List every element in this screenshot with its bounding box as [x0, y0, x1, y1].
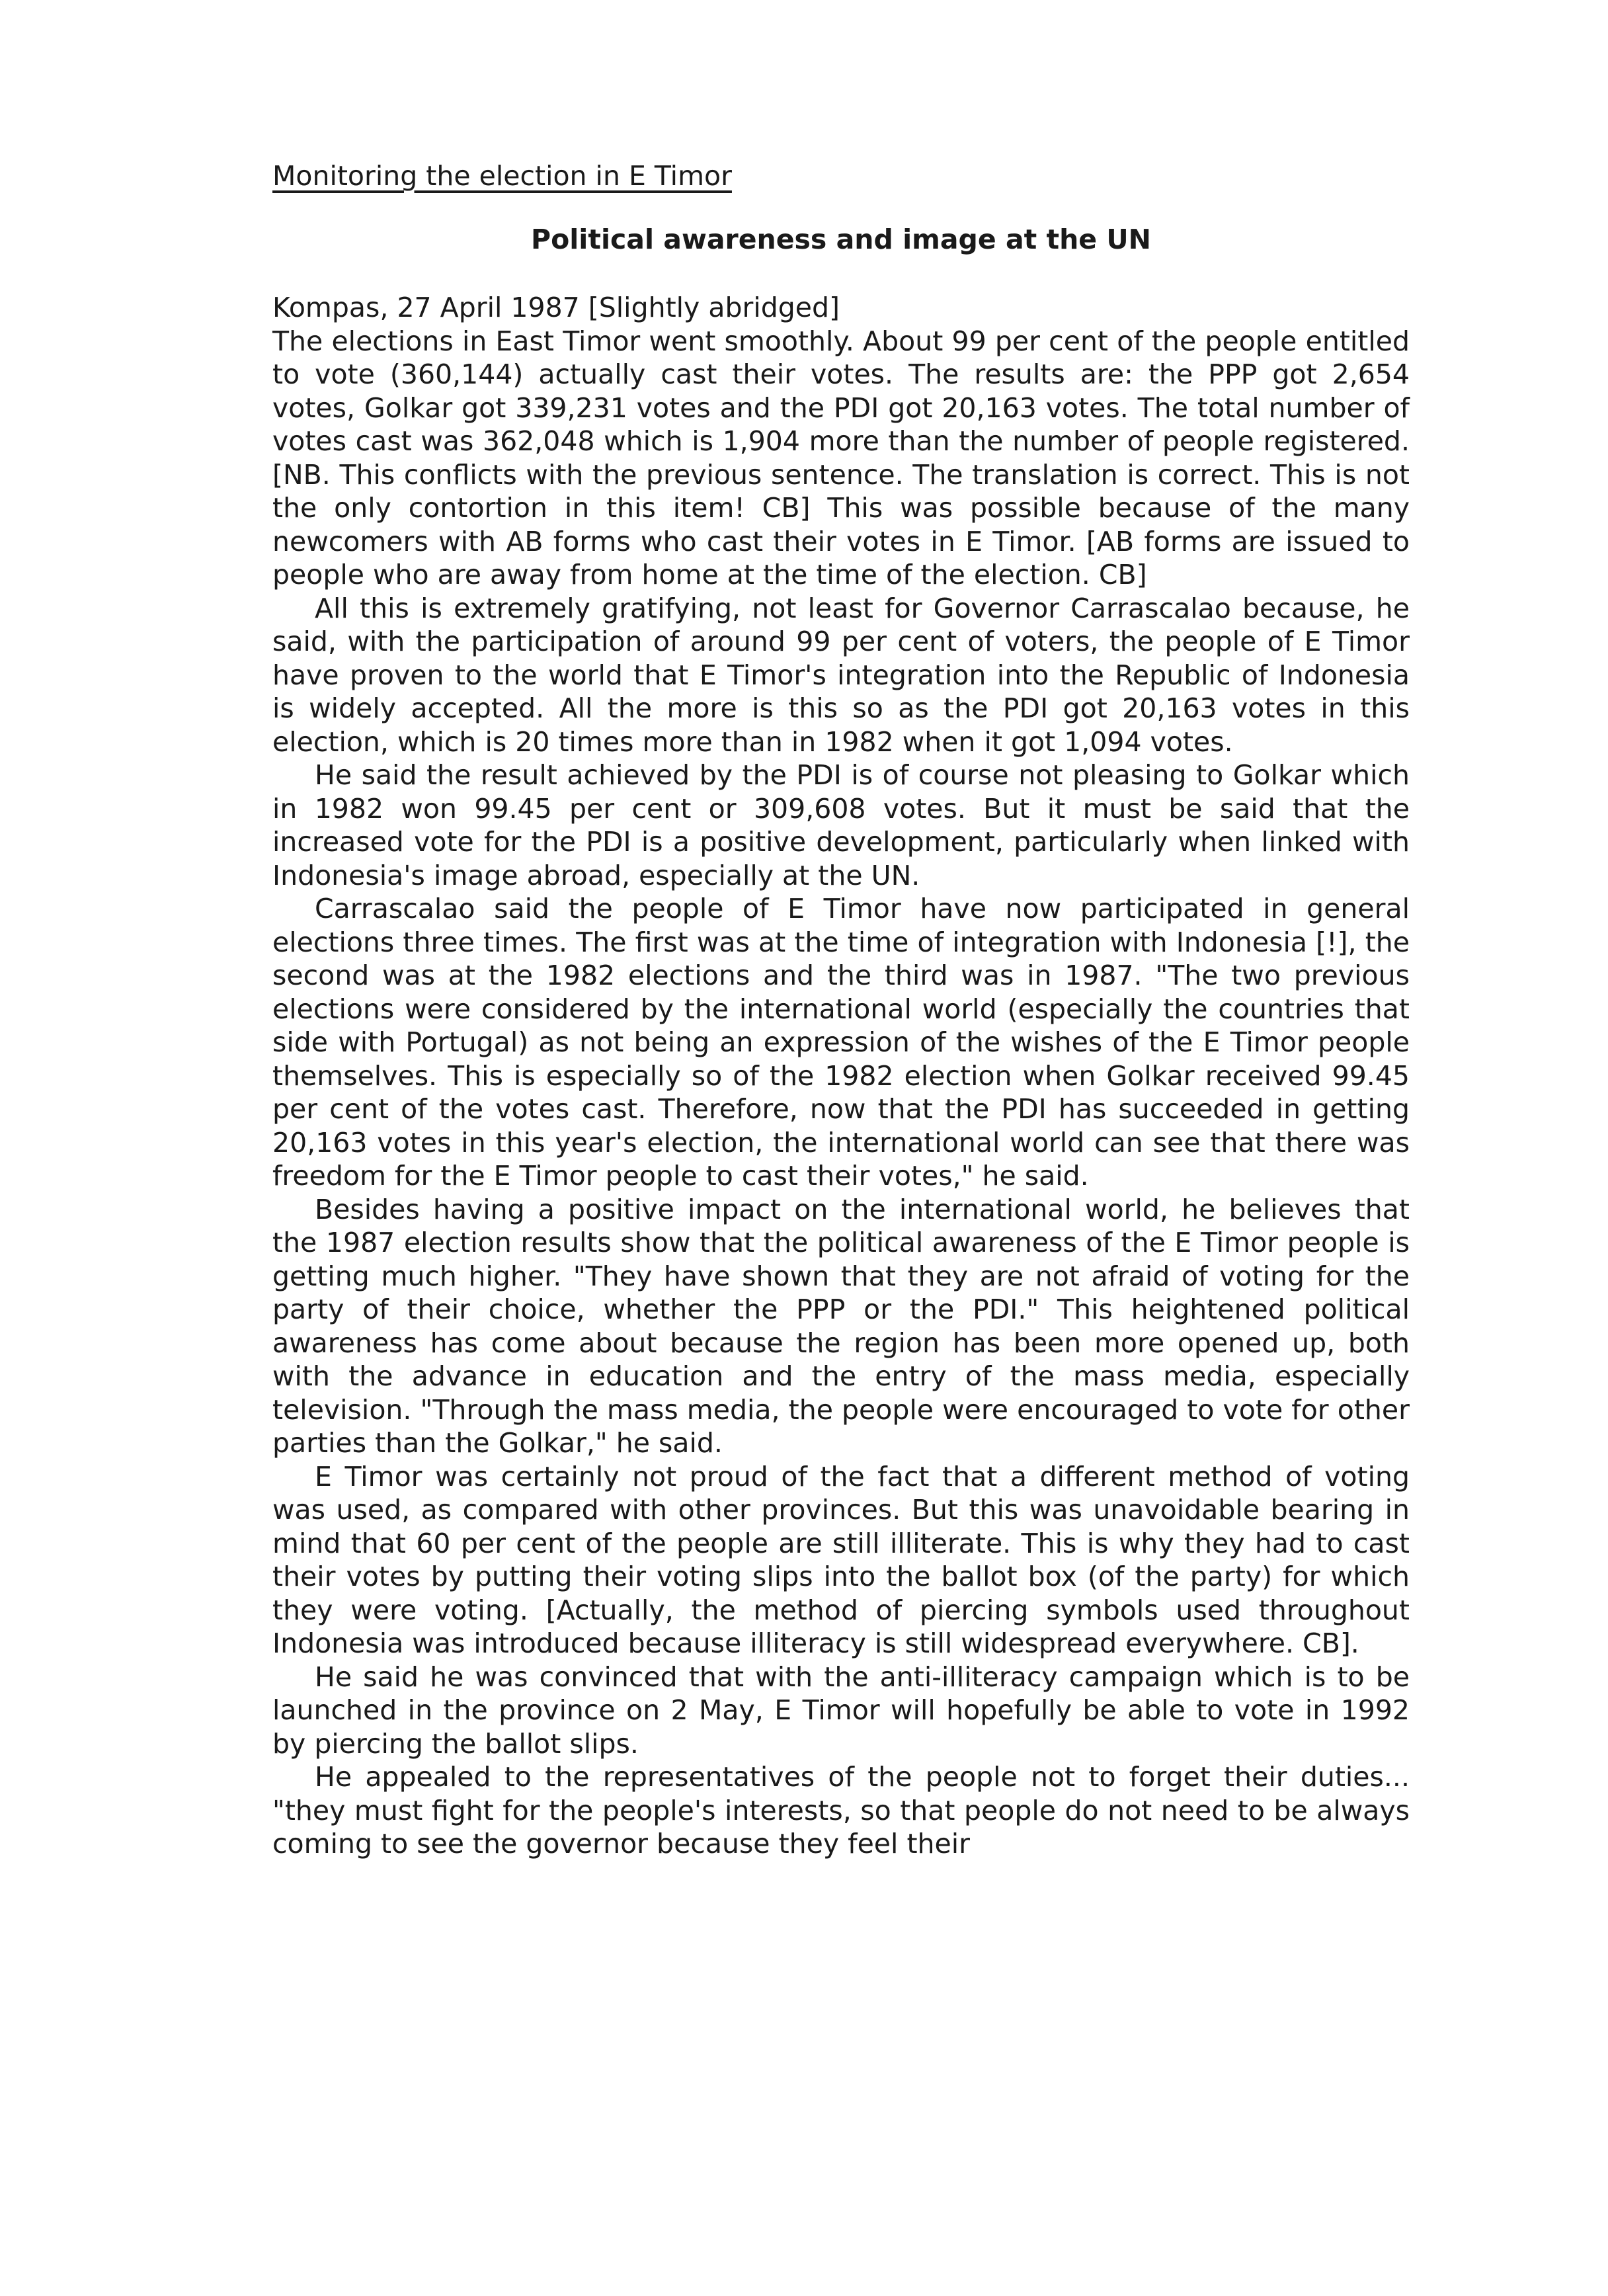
article-title: Political awareness and image at the UN — [531, 224, 1151, 255]
document-page — [272, 156, 1410, 1861]
paragraph-8: He appealed to the representatives of the people not to forget their duties... "they must fight for the people's interests, so that people do not need to be always coming to see the governor because they feel their — [272, 1761, 1410, 1860]
section-title: Monitoring the election in E Timor — [272, 160, 732, 192]
paragraph-7: He said he was convinced that with the anti-illiteracy campaign which is to be launched in the province on 2 May, E Timor will hopefully be able to vote in 1992 by piercing the ballot slips. — [272, 1660, 1410, 1760]
paragraph-5: Besides having a positive impact on the international world, he believes that the 1987 election results show that the political awareness of the E Timor people is getting much higher. "They have shown that they are not afraid of voting for the party of their choice, whether the PPP or the PDI." This heightened political awareness has come about because the region has been more opened up, both with the advance in education and the entry of the mass media, especially television. "Through the mass media, the people were encouraged to vote for other parties than the Golkar," he said. — [272, 1193, 1410, 1459]
paragraph-2: All this is extremely gratifying, not least for Governor Carrascalao because, he said, with the participation of around 99 per cent of voters, the people of E Timor have proven to the world that E Timor's integration into the Republic of Indonesia is widely accepted. All the more is this so as the PDI got 20,163 votes in this election, which is 20 times more than in 1982 when it got 1,094 votes. — [272, 592, 1410, 758]
article-source: Kompas, 27 April 1987 [Slightly abridged] — [272, 292, 840, 323]
paragraph-4: Carrascalao said the people of E Timor have now participated in general elections three times. The first was at the time of integration with Indonesia [!], the second was at the 1982 elections and the third was in 1987. "The two previous elections were considered by the international world (especially the countries that side with Portugal) as not being an expression of the wishes of the E Timor people themselves. This is especially so of the 1982 election when Golkar received 99.45 per cent of the votes cast. Therefore, now that the PDI has succeeded in getting 20,163 votes in this year's election, the international world can see that there was freedom for the E Timor people to cast their votes," he said. — [272, 893, 1410, 1192]
paragraph-1: The elections in East Timor went smoothly. About 99 per cent of the people entitled to vote (360,144) actually cast their votes. The results are: the PPP got 2,654 votes, Golkar got 339,231 votes and the PDI got 20,163 votes. The total number of votes cast was 362,048 which is 1,904 more than the number of people registered. [NB. This conflicts with the previous sentence. The translation is correct. This is not the only contortion in this item! CB] This was possible because of the many newcomers with AB forms who cast their votes in E Timor. [AB forms are issued to people who are away from home at the time of the election. CB] — [272, 325, 1410, 591]
paragraph-3: He said the result achieved by the PDI is of course not pleasing to Golkar which in 1982 won 99.45 per cent or 309,608 votes. But it must be said that the increased vote for the PDI is a positive development, particularly when linked with Indonesia's image abroad, especially at the UN. — [272, 759, 1410, 891]
paragraph-6: E Timor was certainly not proud of the fact that a different method of voting was used, as compared with other provinces. But this was unavoidable bearing in mind that 60 per cent of the people are still illiterate. This is why they had to cast their votes by putting their voting slips into the ballot box (of the party) for which they were voting. [Actually, the method of piercing symbols used throughout Indonesia was introduced because illiteracy is still widespread everywhere. CB]. — [272, 1460, 1410, 1659]
